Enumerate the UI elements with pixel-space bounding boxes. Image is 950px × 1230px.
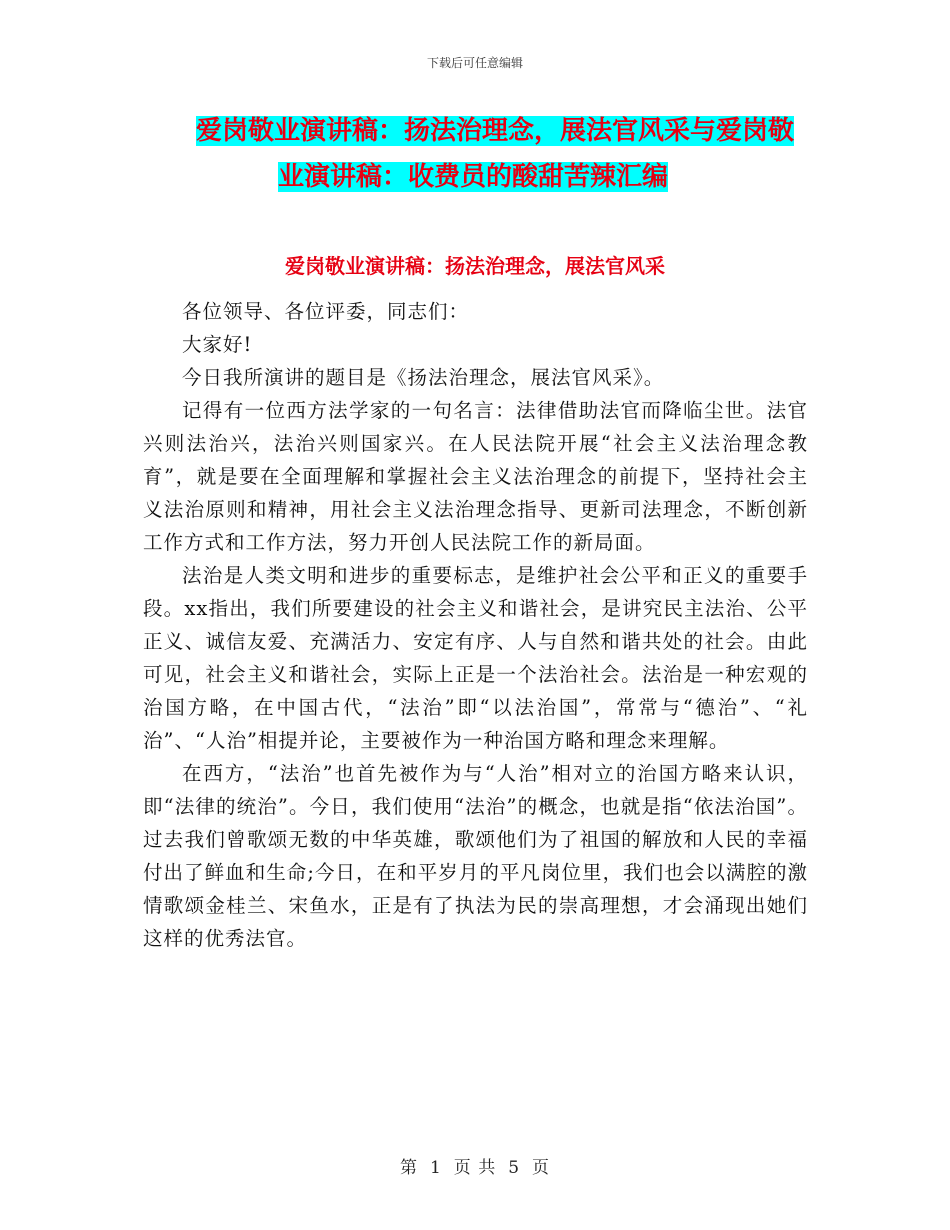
page-suffix: 页 — [532, 1158, 551, 1178]
document-title-line-2 — [278, 154, 668, 200]
paragraph-salutation: 各位领导、各位评委，同志们： — [182, 300, 470, 323]
body-text — [143, 295, 808, 955]
page-footer — [0, 1153, 950, 1178]
document-title-line-1 — [196, 108, 794, 154]
document-title-line-1-text: 爱岗敬业演讲稿：扬法治理念，展法官风采与爱岗敬 — [196, 116, 795, 146]
paragraph-body: 法治是人类文明和进步的重要标志，是维护社会公平和正义的重要手段。xx指出，我们所要建设的社会主义和谐社会，是讲究民主法治、公平正义、诚信友爱、充满活力、安定有序、人与自然和谐共处的社会。由此可见，社会主义和谐社会，实际上正是一个法治社会。法治是一种宏观的治国方略，在中国古代，“法治”即“以法治国”，常常与“德治”、“礼治”、“人治”相提并论，主要被作为一种治国方略和理念来理解。 — [143, 564, 808, 752]
page-mid: 页 共 — [453, 1158, 497, 1178]
paragraph-body: 记得有一位西方法学家的一句名言：法律借助法官而降临尘世。法官兴则法治兴，法治兴则国家兴。在人民法院开展“社会主义法治理念教育”，就是要在全面理解和掌握社会主义法治理念的前提下，坚持社会主义法治原则和精神，用社会主义法治理念指导、更新司法理念，不断创新工作方式和工作方法，努力开创人民法院工作的新局面。 — [143, 399, 808, 554]
paragraph-greeting: 大家好! — [182, 333, 253, 356]
page-total: 5 — [508, 1158, 521, 1178]
page-header-note: 下载后可任意编辑 — [426, 56, 523, 70]
paragraph-body: 在西方，“法治”也首先被作为与“人治”相对立的治国方略来认识，即“法律的统治”。今日，我们使用“法治”的概念，也就是指“依法治国”。 过去我们曾歌颂无数的中华英雄，歌颂他们为了祖国的解放和人民的幸福付出了鲜血和生命;今日，在和平岁月的平凡岗位里，我们也会以满腔的激情歌颂金桂兰、宋鱼水，正是有了执法为民的崇高理想，才会涌现出她们这样的优秀法官。 — [143, 762, 808, 950]
page-current: 1 — [429, 1158, 442, 1178]
section-title: 爱岗敬业演讲稿：扬法治理念，展法官风采 — [285, 254, 665, 278]
page-prefix: 第 — [399, 1158, 418, 1178]
paragraph-topic: 今日我所演讲的题目是《扬法治理念，展法官风采》。 — [182, 366, 665, 389]
document-title-line-2-text: 业演讲稿：收费员的酸甜苦辣汇编 — [278, 162, 669, 192]
